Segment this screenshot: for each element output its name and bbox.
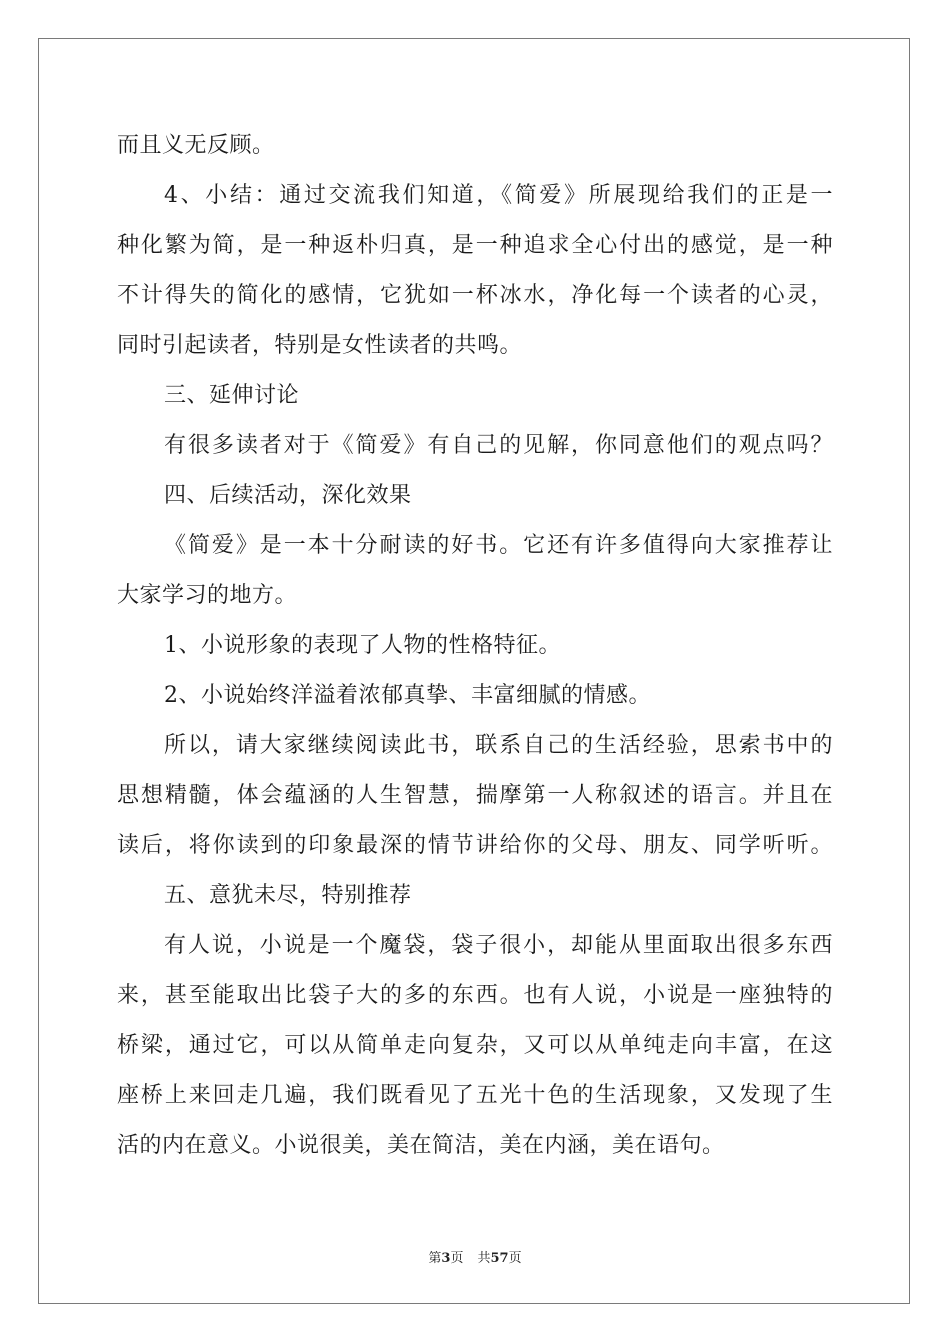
section-heading: 三、延伸讨论: [164, 383, 300, 408]
page-suffix: 页: [450, 1251, 464, 1266]
text-line: 座桥上来回走几遍，我们既看见了五光十色的生活现象，又发现了生: [117, 1083, 833, 1108]
text-line: 有人说，小说是一个魔袋，袋子很小，却能从里面取出很多东西: [164, 933, 833, 958]
page-footer: [0, 1251, 950, 1267]
total-suffix: 页: [508, 1251, 522, 1266]
text-line: 1、小说形象的表现了人物的性格特征。: [164, 633, 561, 658]
text-line: 同时引起读者，特别是女性读者的共鸣。: [117, 333, 523, 358]
text-line: 不计得失的简化的感情，它犹如一杯冰水，净化每一个读者的心灵，: [117, 283, 833, 308]
text-line: 来，甚至能取出比袋子大的多的东西。也有人说，小说是一座独特的: [117, 983, 833, 1008]
total-prefix: 共: [477, 1251, 491, 1266]
text-line: 4、小结：通过交流我们知道，《简爱》所展现给我们的正是一: [164, 183, 833, 208]
text-line: 种化繁为简，是一种返朴归真，是一种追求全心付出的感觉，是一种: [117, 233, 833, 258]
text-line: 桥梁，通过它，可以从简单走向复杂，又可以从单纯走向丰富，在这: [117, 1033, 833, 1058]
text-line: 有很多读者对于《简爱》有自己的见解，你同意他们的观点吗？: [164, 433, 833, 458]
section-heading: 五、意犹未尽，特别推荐: [164, 883, 412, 908]
text-line: 读后，将你读到的印象最深的情节讲给你的父母、朋友、同学听听。: [117, 833, 833, 858]
text-line: 大家学习的地方。: [117, 583, 298, 608]
text-line: 《简爱》是一本十分耐读的好书。它还有许多值得向大家推荐让: [164, 533, 833, 558]
text-line: 所以，请大家继续阅读此书，联系自己的生活经验，思索书中的: [164, 733, 833, 758]
text-line: 而且义无反顾。: [117, 133, 275, 158]
page-total: 57: [490, 1251, 509, 1266]
page-prefix: 第: [428, 1251, 442, 1266]
text-line: 活的内在意义。小说很美，美在简洁，美在内涵，美在语句。: [117, 1133, 725, 1158]
text-line: 2、小说始终洋溢着浓郁真挚、丰富细腻的情感。: [164, 683, 651, 708]
section-heading: 四、后续活动，深化效果: [164, 483, 412, 508]
text-line: 思想精髓，体会蕴涵的人生智慧，揣摩第一人称叙述的语言。并且在: [117, 783, 833, 808]
page-current: 3: [441, 1251, 451, 1266]
